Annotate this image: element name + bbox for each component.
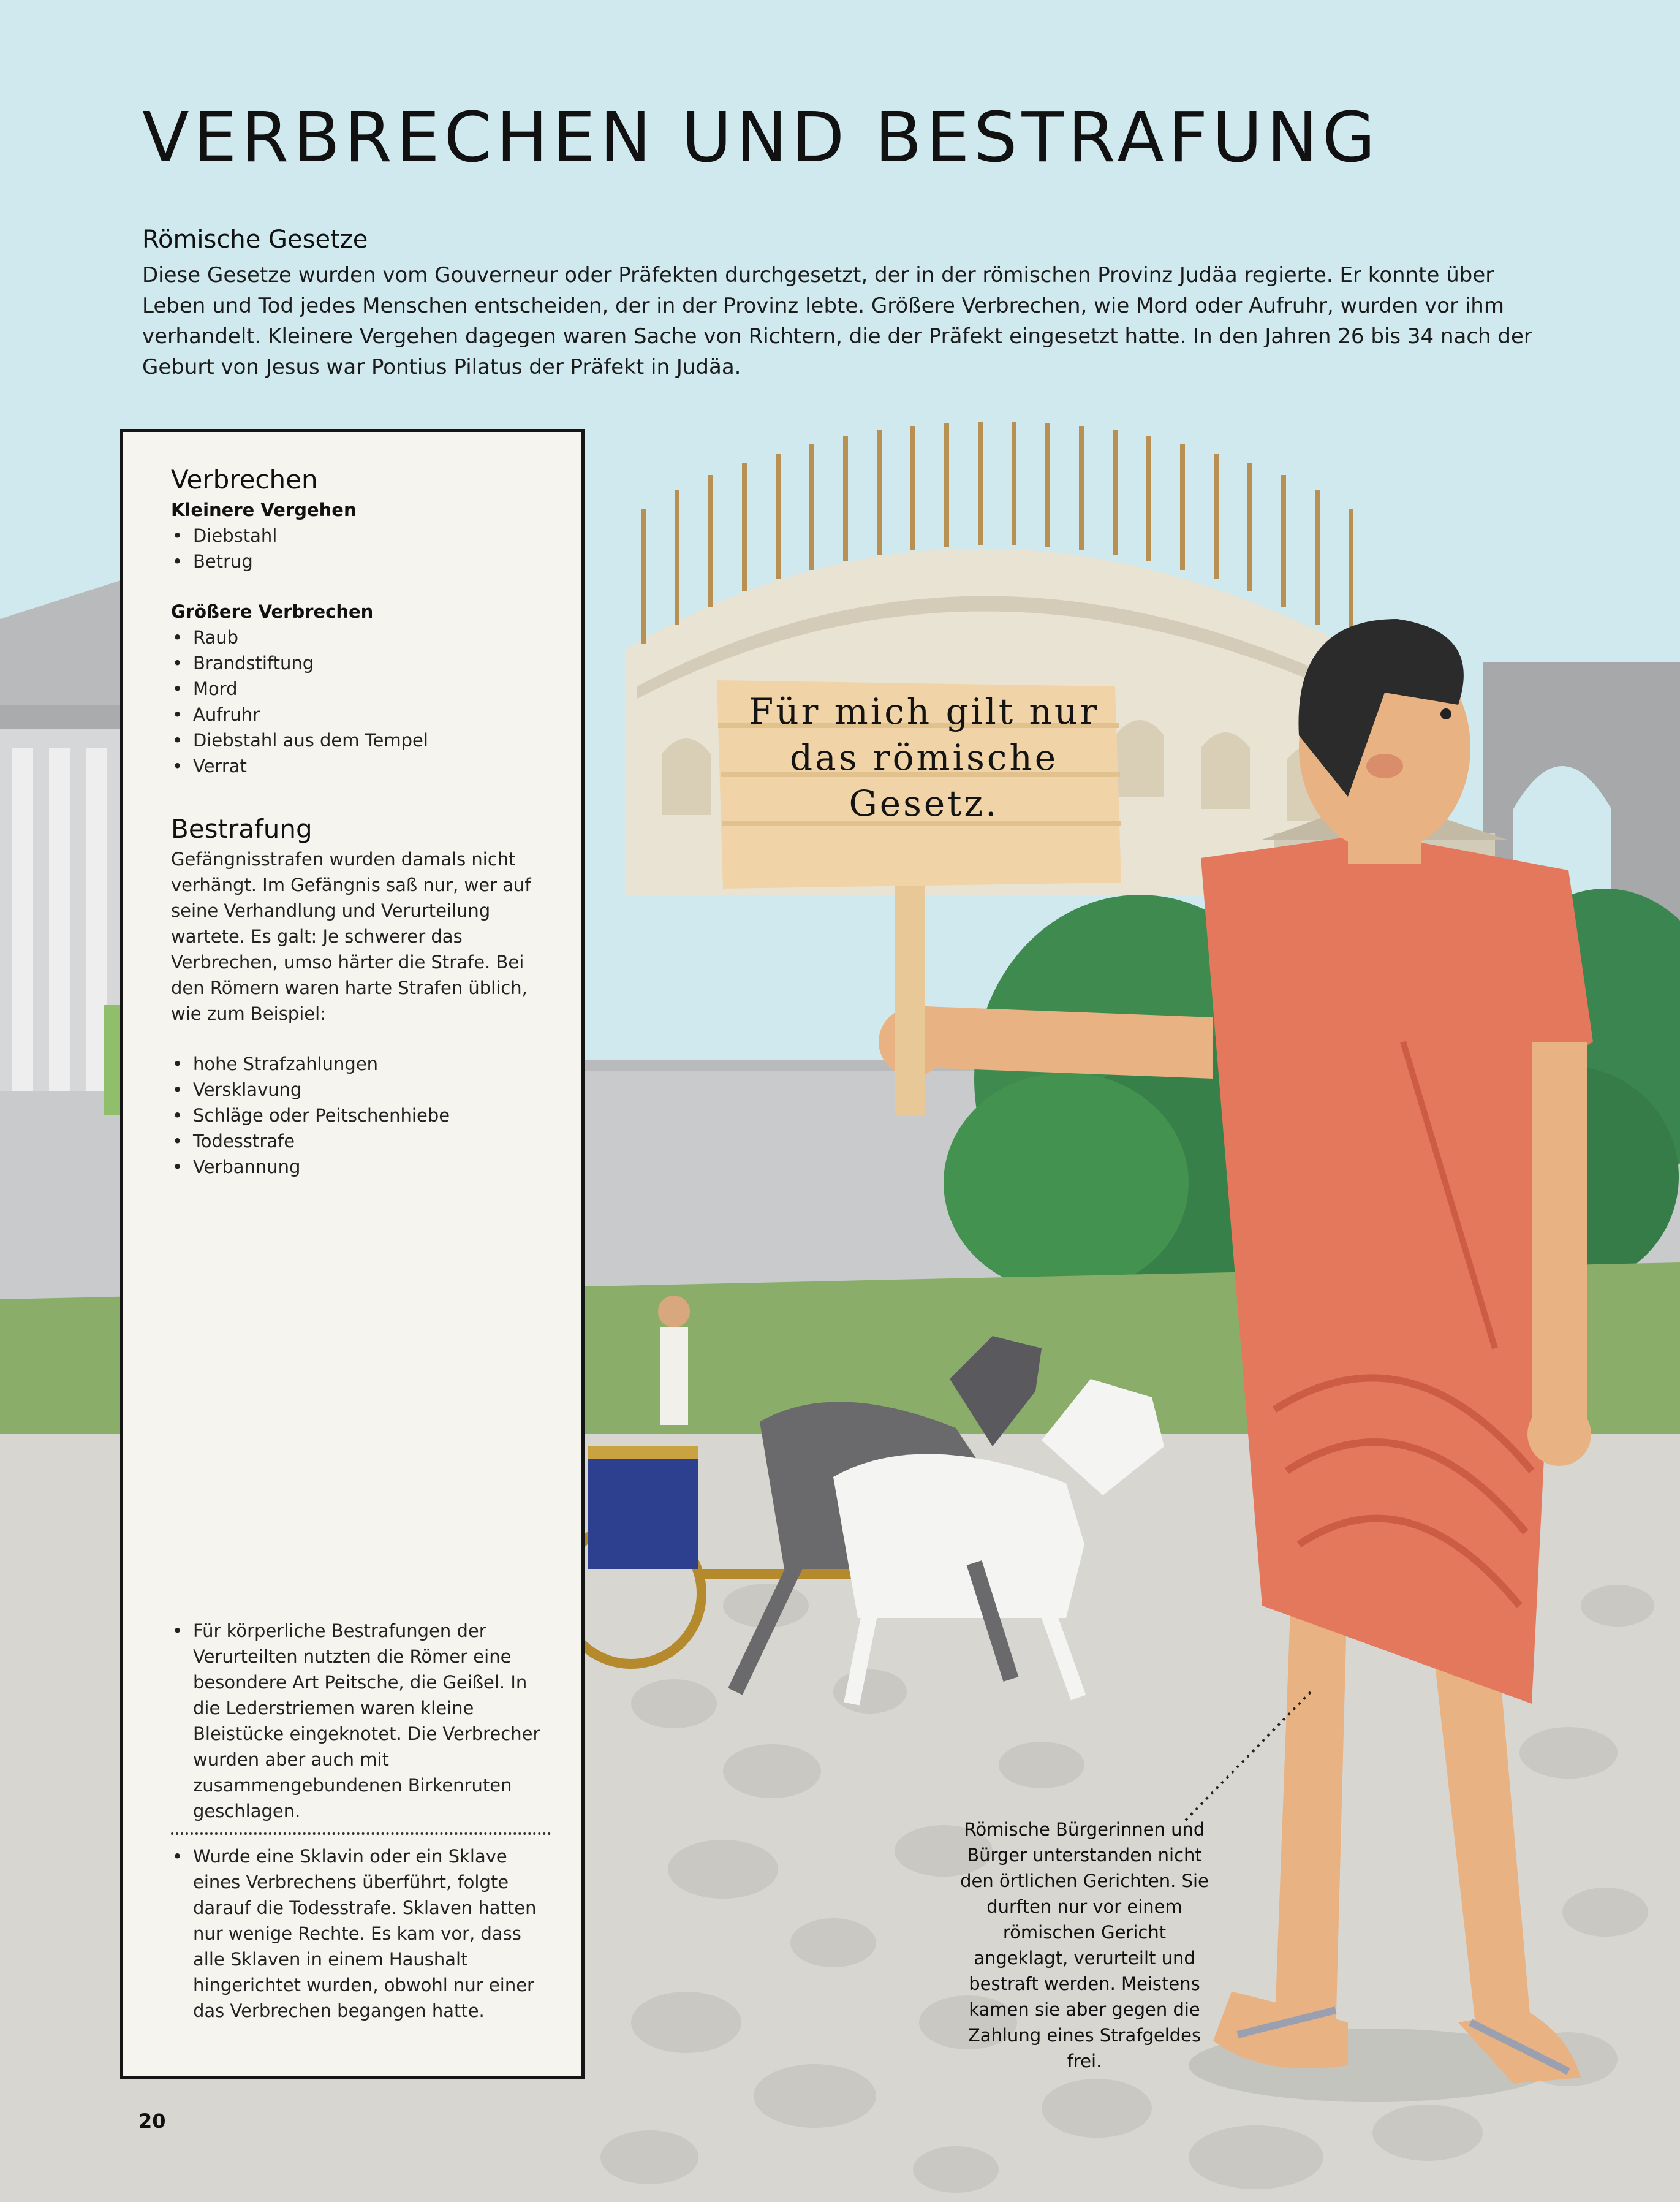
list-item: • Aufruhr <box>171 702 551 727</box>
list-item: • Raub <box>171 625 551 650</box>
list-item: • Todesstrafe <box>171 1128 551 1154</box>
list-item: • hohe Strafzahlungen <box>171 1051 551 1077</box>
list-item: • Betrug <box>171 549 551 574</box>
intro-heading: Römische Gesetze <box>142 226 368 254</box>
minor-offences-heading: Kleinere Vergehen <box>171 499 357 520</box>
minor-offences-list <box>171 523 551 574</box>
intro-text: Diese Gesetze wurden vom Gouverneur oder Präfekten durchgesetzt, der in der römischen Provinz Judäa regierte. Er konnte über Leben und Tod jedes Menschen entscheiden, der in der Provinz lebte. Größere Verbrechen, wie Mord oder Aufruhr, wurden vor ihm verhandelt. Kleinere Vergehen dagegen waren Sache von Richtern, die der Präfekt eingesetzt hatte. In den Jahren 26 bis 34 nach der Geburt von Jesus war Pontius Pilatus der Präfekt in Judäa. <box>142 263 1532 379</box>
major-crimes-list <box>171 625 551 779</box>
major-crimes-heading: Größere Verbrechen <box>171 601 374 622</box>
list-item: • Schläge oder Peitschenhiebe <box>171 1103 551 1128</box>
dotted-divider <box>171 1832 551 1835</box>
intro-section <box>142 226 1551 382</box>
panel-upper <box>171 463 551 1180</box>
note-flagellum: • Für körperliche Bestrafungen der Verurteilten nutzten die Römer eine besondere Art Peitsche, die Geißel. In die Lederstriemen waren kleine Bleistücke eingeknotet. Die Verbrecher wurden aber auch mit zusammengebundenen Birkenruten geschlagen. <box>171 1618 551 1824</box>
list-item: • Mord <box>171 676 551 702</box>
list-item: • Verrat <box>171 753 551 779</box>
sign-text: Für mich gilt nur das römische Gesetz. <box>749 691 1099 824</box>
list-item: • Brandstiftung <box>171 650 551 676</box>
list-item: • Diebstahl <box>171 523 551 549</box>
punishment-list <box>171 1051 551 1180</box>
punishment-heading: Bestrafung <box>171 814 312 844</box>
page-title: VERBRECHEN UND BESTRAFUNG <box>142 98 1380 178</box>
crimes-heading: Verbrechen <box>171 465 318 495</box>
citizen-caption: Römische Bürgerinnen und Bürger unterstanden nicht den örtlichen Gerichten. Sie durften nur vor einem römischen Gericht angeklagt, verurteilt und bestraft werden. Meistens kamen sie aber gegen die Zahlung eines Strafgeldes frei. <box>960 1819 1209 2071</box>
list-item: • Versklavung <box>171 1077 551 1103</box>
note-slaves: • Wurde eine Sklavin oder ein Sklave eines Verbrechens überführt, folgte darauf die Todesstrafe. Sklaven hatten nur wenige Rechte. Es kam vor, dass alle Sklaven in einem Haushalt hingerichtet wurden, obwohl nur einer das Verbrechen begangen hatte. <box>171 1843 551 2024</box>
list-item: • Diebstahl aus dem Tempel <box>171 727 551 753</box>
panel-notes <box>171 1618 551 2024</box>
list-item: • Verbannung <box>171 1154 551 1180</box>
info-panel <box>120 429 585 2079</box>
page-number: 20 <box>138 2109 166 2133</box>
punishment-text: Gefängnisstrafen wurden damals nicht verhängt. Im Gefängnis saß nur, wer auf seine Verhandlung und Verurteilung wartete. Es galt: Je schwerer das Verbrechen, umso härter die Strafe. Bei den Römern waren harte Strafen üblich, wie zum Beispiel: <box>171 849 531 1024</box>
